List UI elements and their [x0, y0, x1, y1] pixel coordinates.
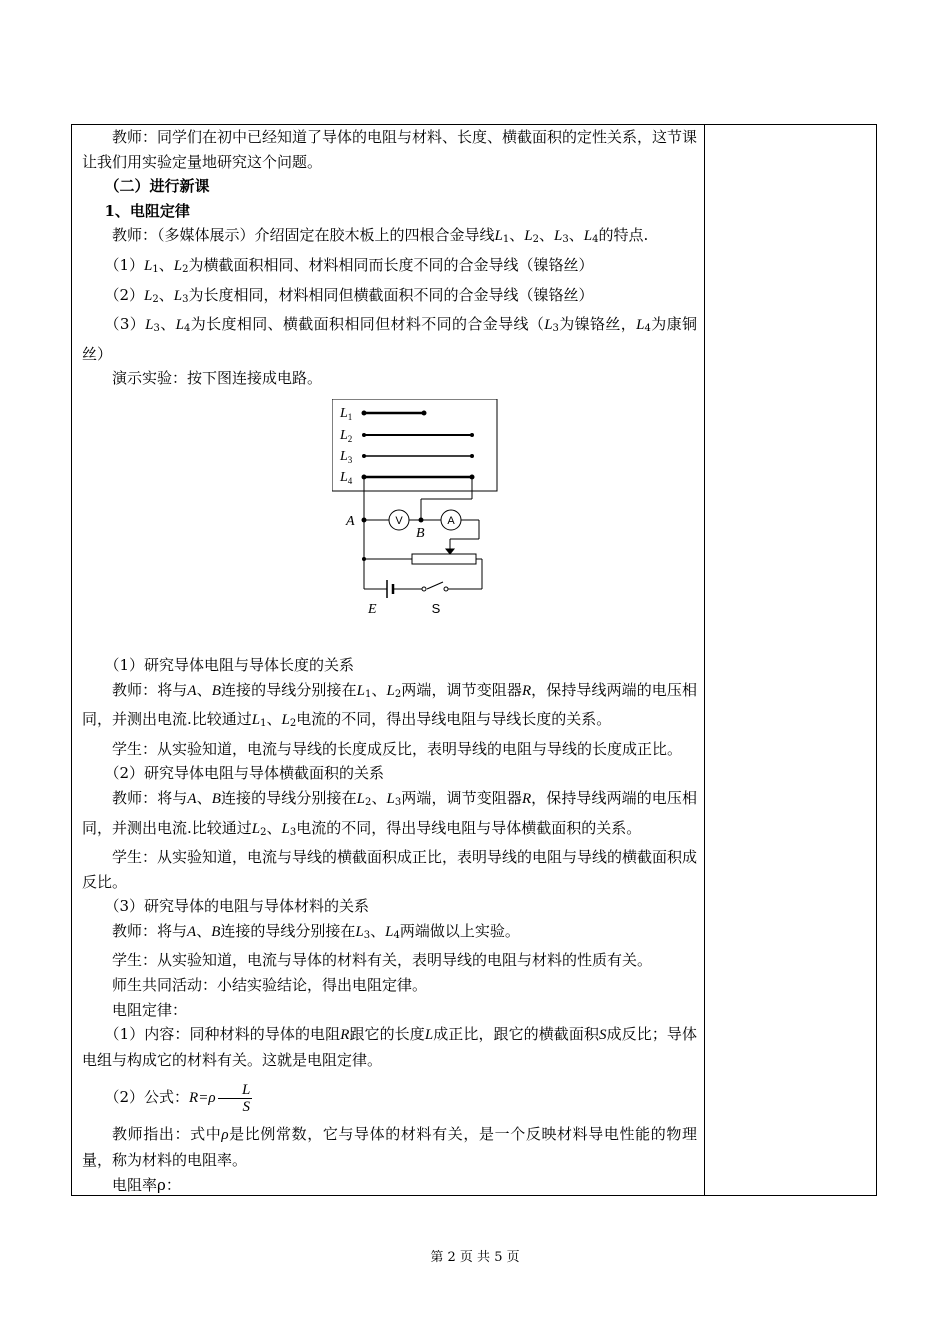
rheostat — [412, 554, 476, 564]
node — [470, 454, 474, 458]
node — [362, 454, 366, 458]
teacher-3-paragraph: 教师：将与A、B连接的导线分别接在$L_3$、$L_4$两端做以上实验。 — [112, 921, 520, 941]
wire-item-3: $(3)L_3$、$L_4$为长度相同、横截面积相同但材料不同的合金导线（$L_3$为镍铬丝，$L_4$为康铜丝） — [82, 315, 697, 363]
page-footer: 第 2 页 共 5 页 — [430, 1250, 520, 1265]
research-3-heading: （3）研究导体的电阻与导体材料的关系 — [104, 897, 370, 916]
label-l3: $L_3$ — [340, 448, 353, 465]
joint-activity-paragraph: 师生共同活动：小结实验结论，得出电阻定律。 — [112, 976, 428, 995]
wire-item-1: $(1)L_1$、$L_2$为横截面积相同、材料相同而长度不同的合金导线（镍铬丝） — [104, 255, 594, 275]
teacher-2-paragraph: 教师：将与A、B连接的导线分别接在$L_2$、$L_3$两端，调节变阻器R，保持导线两端的电压相同，并测出电流.比较通过$L_2$、$L_3$电流的不同，得出导线电阻与导体横截面积的关系。 — [82, 788, 697, 838]
formula-line: （2）公式：R=ρ $\frac{L}{S}$ — [104, 1081, 251, 1115]
wire-item-2: $(2)L_2$、$L_3$为长度相同，材料相同但横截面积不同的合金导线（镍铬丝） — [104, 285, 594, 305]
label-a: A — [346, 513, 355, 529]
research-2-heading: （2）研究导体电阻与导体横截面积的关系 — [104, 764, 385, 783]
circuit-diagram — [332, 399, 502, 629]
section-heading: （二）进行新课 — [104, 177, 210, 196]
subsection-heading: 1、电阻定律 — [104, 201, 190, 220]
node — [470, 474, 475, 479]
label-e: E — [368, 601, 377, 617]
resistivity-label: 电阻率ρ： — [112, 1175, 181, 1194]
switch-contact — [444, 587, 448, 591]
intro-paragraph: 教师：同学们在初中已经知道了导体的电阻与材料、长度、横截面积的定性关系，这节课让我们用实验定量地研究这个问题。 — [82, 128, 698, 171]
node — [470, 433, 474, 437]
law-content-paragraph: （1）内容：同种材料的导体的电阻R跟它的长度L成正比，跟它的横截面积S成反比；导体电组与构成它的材料有关。这就是电阻定律。 — [82, 1025, 697, 1069]
label-l2: $L_2$ — [340, 427, 353, 444]
node — [362, 410, 367, 415]
label-l4: $L_4$ — [340, 469, 353, 486]
slider-arrow — [446, 549, 454, 554]
circuit-diagram-area — [82, 391, 697, 653]
demo-paragraph: 演示实验：按下图连接成电路。 — [112, 369, 323, 388]
teacher-note-paragraph: 教师指出：式中ρ是比例常数，它与导体的材料有关，是一个反映材料导电性能的物理量，称为材料的电阻率。 — [82, 1125, 697, 1170]
lesson-table — [71, 124, 877, 1196]
node-b — [419, 517, 424, 522]
intro-wires-paragraph: 教师：（多媒体展示）介绍固定在胶木板上的四根合金导线$L_1$、$L_2$、$L_3$、$L_4$的特点. — [112, 226, 649, 246]
research-1-heading: （1）研究导体电阻与导体长度的关系 — [104, 655, 355, 674]
node — [362, 433, 366, 437]
switch-blade — [427, 582, 443, 589]
law-label: 电阻定律： — [112, 1000, 188, 1019]
formula-fraction: $\frac{L}{S}$ — [218, 1082, 253, 1115]
student-1-paragraph: 学生：从实验知道，电流与导线的长度成反比，表明导线的电阻与导线的长度成正比。 — [112, 739, 683, 758]
node — [422, 410, 427, 415]
switch-contact — [422, 587, 426, 591]
label-v: V — [395, 514, 403, 527]
node — [362, 557, 366, 561]
label-s: S — [431, 600, 441, 616]
label-l1: $L_1$ — [340, 405, 353, 422]
teacher-1-paragraph: 教师：将与A、B连接的导线分别接在$L_1$、$L_2$两端，调节变阻器R，保持导线两端的电压相同，并测出电流.比较通过$L_1$、$L_2$电流的不同，得出导线电阻与导线长度的关系。 — [82, 680, 697, 730]
column-divider — [704, 125, 705, 1195]
student-2-paragraph: 学生：从实验知道，电流与导线的横截面积成正比，表明导线的电阻与导线的横截面积成反比。 — [82, 848, 698, 891]
student-3-paragraph: 学生：从实验知道，电流与导体的材料有关，表明导线的电阻与材料的性质有关。 — [112, 951, 653, 970]
label-am: A — [447, 514, 455, 527]
lesson-content — [82, 125, 697, 1197]
label-b: B — [416, 525, 425, 541]
node-a — [362, 517, 367, 522]
node — [362, 474, 367, 479]
